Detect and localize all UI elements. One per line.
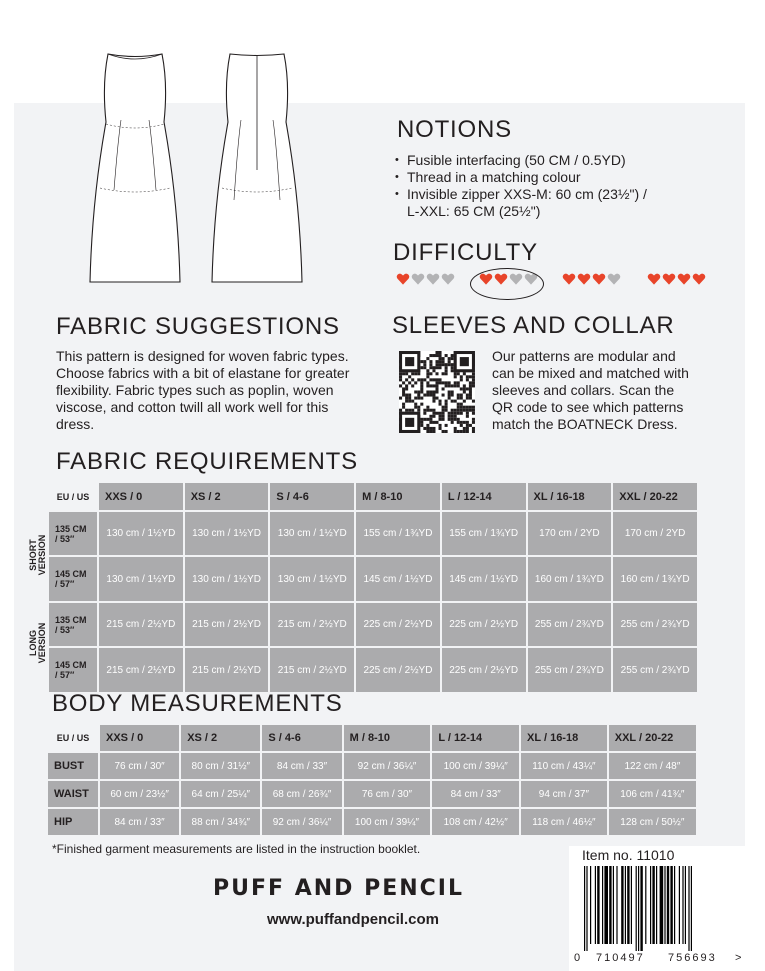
table-cell: 118 cm / 46½″ — [521, 809, 607, 835]
table-cell: 76 cm / 30″ — [100, 753, 179, 779]
table-cell: 215 cm / 2½YD — [270, 648, 354, 692]
width-line: 145 CM — [55, 569, 87, 579]
heart-icon — [562, 272, 576, 286]
table-cell: 225 cm / 2½YD — [356, 603, 440, 646]
table-cell: 215 cm / 2½YD — [99, 648, 183, 692]
table-cell: 84 cm / 33″ — [262, 753, 341, 779]
table-cell: 255 cm / 2¾YD — [528, 603, 612, 646]
notions-item-continued: L-XXL: 65 CM (25½") — [407, 203, 541, 219]
table-cell: 225 cm / 2½YD — [442, 603, 526, 646]
table-cell: 255 cm / 2¾YD — [613, 648, 697, 692]
table-cell: 84 cm / 33″ — [432, 781, 519, 807]
eu-us-label: EU / US — [56, 733, 90, 743]
heart-icon — [647, 272, 661, 286]
notions-item: • Thread in a matching colour — [393, 169, 647, 186]
table-cell: 100 cm / 39¼″ — [344, 809, 431, 835]
size-header: XXS / 0 — [100, 725, 179, 751]
table-cell: 255 cm / 2¾YD — [613, 603, 697, 646]
table-cell: 215 cm / 2½YD — [270, 603, 354, 646]
barcode-digits-right: 756693 — [668, 952, 717, 964]
table-cell: 155 cm / 1¾YD — [356, 512, 440, 555]
size-header: XXL / 20-22 — [609, 725, 696, 751]
width-line: / 57″ — [55, 579, 75, 589]
width-line: 135 CM — [55, 523, 87, 534]
label-line: VERSION — [37, 534, 47, 576]
measurement-label: HIP — [48, 809, 98, 835]
table-row — [48, 809, 696, 835]
size-header: M / 8-10 — [356, 483, 440, 510]
difficulty-title: DIFFICULTY — [393, 239, 538, 266]
text-line: QR code to see which patterns — [492, 399, 684, 415]
text-line: Choose fabrics with a bit of elastane for greater — [56, 365, 350, 381]
heart-icon — [592, 272, 606, 286]
brand-logo: PUFF AND PENCIL — [213, 876, 464, 901]
text-line: sleeves and collars. Scan the — [492, 382, 675, 398]
table-cell: 170 cm / 2YD — [613, 512, 697, 555]
table-cell: 130 cm / 1½YD — [185, 512, 269, 555]
table-row — [48, 753, 696, 779]
qr-code[interactable] — [399, 351, 475, 433]
table-cell: 100 cm / 39¼″ — [432, 753, 519, 779]
table-cell: 92 cm / 36¼″ — [262, 809, 341, 835]
label-line: VERSION — [37, 622, 47, 664]
notions-item: • Invisible zipper XXS-M: 60 cm (23½") / — [393, 186, 647, 203]
heart-icon — [677, 272, 691, 286]
text-line: viscose, and cotton twill all work well for this — [56, 399, 329, 415]
notions-list — [393, 152, 647, 203]
size-header: S / 4-6 — [262, 725, 341, 751]
table-cell: 130 cm / 1½YD — [270, 512, 354, 555]
fabric-width-label — [49, 557, 97, 601]
notions-item: • Fusible interfacing (50 CM / 0.5YD) — [393, 152, 647, 169]
heart-icon — [692, 272, 706, 286]
table-cell: 130 cm / 1½YD — [99, 557, 183, 601]
table-cell: 130 cm / 1½YD — [270, 557, 354, 601]
notions-title: NOTIONS — [397, 116, 512, 143]
width-line: / 57″ — [55, 670, 75, 680]
text-line: match the BOATNECK Dress. — [492, 416, 678, 432]
barcode-end-mark: > — [735, 952, 742, 964]
table-cell: 68 cm / 26¾″ — [262, 781, 341, 807]
table-cell: 215 cm / 2½YD — [185, 648, 269, 692]
footnote: *Finished garment measurements are listed in the instruction booklet. — [52, 842, 421, 856]
heart-icon — [607, 272, 621, 286]
difficulty-rating — [396, 272, 706, 286]
text-line: can be mixed and matched with — [492, 365, 689, 381]
size-header: XL / 16-18 — [528, 483, 612, 510]
heart-icon — [577, 272, 591, 286]
table-cell: 106 cm / 41¾″ — [609, 781, 696, 807]
table-cell: 130 cm / 1½YD — [99, 512, 183, 555]
text-line: This pattern is designed for woven fabric types. — [56, 348, 349, 364]
heart-icon — [662, 272, 676, 286]
heart-icon — [441, 272, 455, 286]
eu-us-label: EU / US — [56, 491, 90, 502]
sleeves-collar-title: SLEEVES AND COLLAR — [392, 312, 675, 339]
text-line: dress. — [56, 416, 95, 432]
table-cell: 88 cm / 34¾″ — [181, 809, 260, 835]
table-cell: 92 cm / 36¼″ — [344, 753, 431, 779]
measurement-label: WAIST — [48, 781, 98, 807]
size-header: XS / 2 — [185, 483, 269, 510]
item-number: Item no. 11010 — [582, 847, 675, 863]
measurement-label: BUST — [48, 753, 98, 779]
size-header: XL / 16-18 — [521, 725, 607, 751]
fabric-suggestions-title: FABRIC SUGGESTIONS — [56, 313, 340, 340]
table-cell: 170 cm / 2YD — [528, 512, 612, 555]
table-cell: 160 cm / 1¾YD — [613, 557, 697, 601]
barcode — [584, 866, 734, 951]
barcode-digit-first: 0 — [574, 952, 581, 964]
table-cell: 225 cm / 2½YD — [442, 648, 526, 692]
table-cell: 215 cm / 2½YD — [99, 603, 183, 646]
heart-icon — [411, 272, 425, 286]
table-row — [49, 648, 697, 692]
size-header: XS / 2 — [181, 725, 260, 751]
difficulty-selected-ring — [470, 268, 544, 300]
label-line: SHORT — [28, 539, 38, 571]
table-cell: 64 cm / 25¼″ — [181, 781, 260, 807]
fabric-requirements-title: FABRIC REQUIREMENTS — [56, 448, 358, 475]
table-row — [49, 512, 697, 555]
text-line: Our patterns are modular and — [492, 348, 676, 364]
fabric-width-label — [49, 512, 97, 555]
dress-back-illustration — [210, 50, 304, 286]
table-cell: 225 cm / 2½YD — [356, 648, 440, 692]
table-cell: 94 cm / 37″ — [521, 781, 607, 807]
table-row — [49, 557, 697, 601]
heart-icon — [396, 272, 410, 286]
table-cell: 122 cm / 48″ — [609, 753, 696, 779]
label-line: LONG — [28, 630, 38, 656]
table-cell: 155 cm / 1¾YD — [442, 512, 526, 555]
dress-front-illustration — [88, 50, 182, 286]
difficulty-level-1 — [396, 272, 455, 286]
difficulty-level-3 — [562, 272, 621, 286]
text-line: flexibility. Fabric types such as poplin, woven — [56, 382, 334, 398]
table-cell: 108 cm / 42½″ — [432, 809, 519, 835]
width-line: / 53″ — [55, 624, 75, 635]
table-cell: 215 cm / 2½YD — [185, 603, 269, 646]
width-line: / 53″ — [55, 533, 75, 544]
table-cell: 60 cm / 23½″ — [100, 781, 179, 807]
size-header: L / 12-14 — [442, 483, 526, 510]
table-cell: 76 cm / 30″ — [344, 781, 431, 807]
table-row — [49, 603, 697, 646]
table-cell: 145 cm / 1½YD — [442, 557, 526, 601]
width-line: 145 CM — [55, 660, 87, 670]
fabric-width-label — [49, 603, 97, 646]
sleeves-collar-text — [492, 348, 689, 433]
width-line: 135 CM — [55, 614, 87, 625]
fabric-requirements-table — [47, 481, 699, 694]
table-cell: 80 cm / 31½″ — [181, 753, 260, 779]
barcode-digits-left: 710497 — [596, 952, 645, 964]
table-cell: 110 cm / 43¼″ — [521, 753, 607, 779]
difficulty-level-4 — [647, 272, 706, 286]
fabric-width-label — [49, 648, 97, 692]
size-header: S / 4-6 — [270, 483, 354, 510]
fabric-suggestions-text — [56, 348, 349, 433]
size-header: L / 12-14 — [432, 725, 519, 751]
table-cell: 255 cm / 2¾YD — [528, 648, 612, 692]
body-measurements-title: BODY MEASUREMENTS — [52, 690, 343, 717]
table-cell: 160 cm / 1¾YD — [528, 557, 612, 601]
table-cell: 84 cm / 33″ — [100, 809, 179, 835]
long-version-label — [29, 621, 47, 665]
table-cell: 130 cm / 1½YD — [185, 557, 269, 601]
size-header: XXL / 20-22 — [613, 483, 697, 510]
size-header: XXS / 0 — [99, 483, 183, 510]
table-cell: 145 cm / 1½YD — [356, 557, 440, 601]
size-header: M / 8-10 — [344, 725, 431, 751]
table-row — [48, 781, 696, 807]
table-cell: 128 cm / 50½″ — [609, 809, 696, 835]
body-measurements-table — [46, 723, 698, 837]
short-version-label — [29, 533, 47, 577]
website-link[interactable]: www.puffandpencil.com — [267, 911, 439, 928]
heart-icon — [426, 272, 440, 286]
